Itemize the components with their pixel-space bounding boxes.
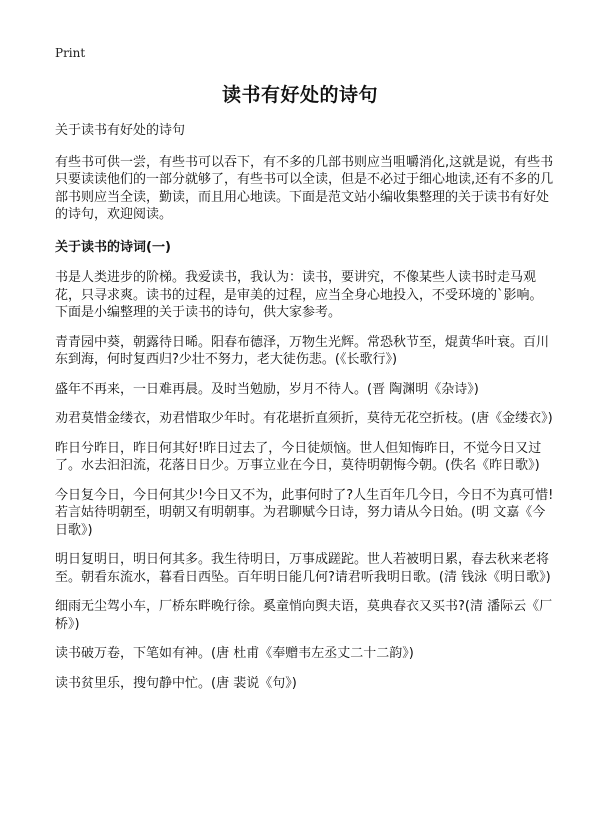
paragraph-2: 青青园中葵，朝露待日晞。阳春布德泽，万物生光辉。常恐秋节至，焜黄华叶衰。百川东到海，何时复西归?少壮不努力，老大徒伤悲。(《长歌行》) <box>55 334 550 367</box>
paragraph-6: 今日复今日，今日何其少!今日又不为，此事何时了?人生百年几今日，今日不为真可惜!若言姑待明朝至，明朝又有明朝事。为君聊赋今日诗，努力请从今日始。(明 文嘉《今日歌》) <box>55 487 554 538</box>
article-subtitle: 关于读书有好处的诗句 <box>55 123 186 138</box>
paragraph-4: 劝君莫惜金缕衣，劝君惜取少年时。有花堪折直须折，莫待无花空折枝。(唐《金缕衣》) <box>55 411 553 426</box>
print-link[interactable]: Print <box>55 46 86 60</box>
paragraph-8: 细雨无尘驾小车，厂桥东畔晚行徐。奚童悄向舆夫语，莫典春衣又买书?(清 潘际云《厂桥》) <box>55 599 553 632</box>
intro-paragraph: 有些书可供一尝，有些书可以吞下，有不多的几部书则应当咀嚼消化,这就是说，有些书只要读读他们的一部分就够了，有些书可以全读，但是不必过于细心地读,还有不多的几部书则应当全读，勤读，而且用心地读。下面是范文站小编收集整理的关于读书有好处的诗句，欢迎阅读。 <box>55 154 554 222</box>
paragraph-10: 读书贫里乐，搜句静中忙。(唐 裴说《句》) <box>55 675 297 691</box>
page-title: 读书有好处的诗句 <box>221 84 378 106</box>
paragraph-3: 盛年不再来，一日难再晨。及时当勉励，岁月不待人。(晋 陶渊明《杂诗》) <box>55 381 479 397</box>
section-heading: 关于读书的诗词(一) <box>55 239 171 255</box>
article-body <box>55 122 555 704</box>
paragraph-5: 昨日兮昨日，昨日何其好!昨日过去了，今日徒烦恼。世人但知悔昨日，不觉今日又过了。水去汩汩流，花落日日少。万事立业在今日，莫待明朝悔今朝。(佚名《昨日歌》) <box>55 440 542 473</box>
paragraph-1: 书是人类进步的阶梯。我爱读书，我认为：读书，要讲究，不像某些人读书时走马观花，只寻求爽。读书的过程，是审美的过程，应当全身心地投入，不受环境的`影响。下面是小编整理的关于读书的诗句，供大家参考。 <box>55 270 543 320</box>
paragraph-9: 读书破万卷，下笔如有神。(唐 杜甫《奉赠韦左丞丈二十二韵》) <box>55 646 414 661</box>
paragraph-7: 明日复明日，明日何其多。我生待明日，万事成蹉跎。世人若被明日累，春去秋来老将至。朝看东流水，暮看日西坠。百年明日能几何?请君听我明日歌。(清 钱泳《明日歌》) <box>55 552 551 585</box>
